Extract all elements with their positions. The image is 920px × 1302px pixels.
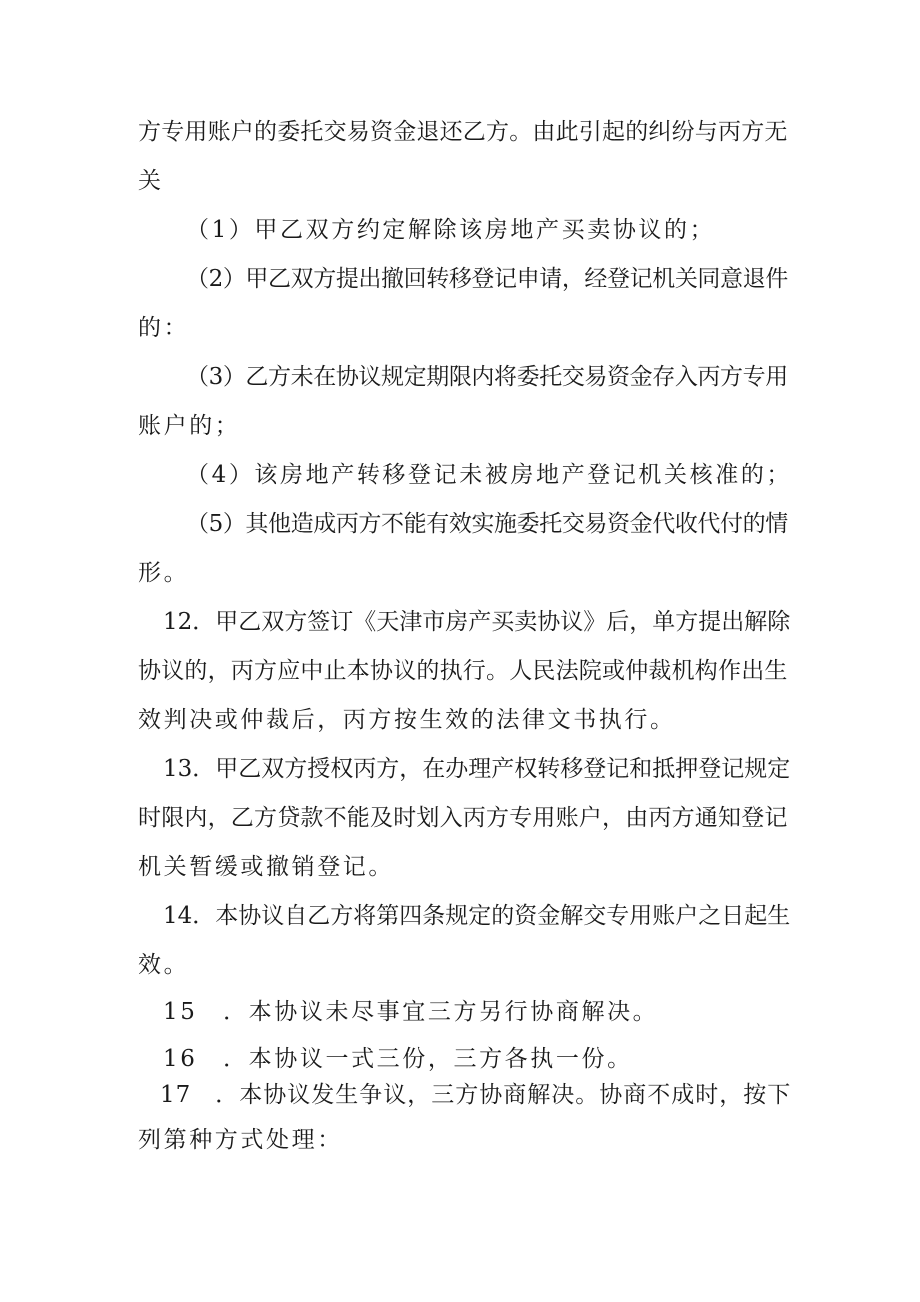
paragraph-line: 协议的，丙方应中止本协议的执行。人民法院或仲裁机构作出生 [138, 658, 788, 684]
clause-17: 17 ．本协议发生争议，三方协商解决。协商不成时，按下 [160, 1082, 792, 1108]
paragraph-line: 账户的； [138, 413, 241, 439]
clause-13: 13．甲乙双方授权丙方，在办理产权转移登记和抵押登记规定 [163, 756, 791, 782]
paragraph-line: 机关暂缓或撤销登记。 [138, 854, 394, 880]
paragraph-line: 关 [138, 168, 164, 194]
paragraph-line: 列第种方式处理： [138, 1127, 343, 1153]
list-item-5: （5）其他造成丙方不能有效实施委托交易资金代收代付的情 [186, 511, 788, 537]
clause-16: 16 ．本协议一式三份，三方各执一份。 [163, 1046, 633, 1072]
paragraph-line: 效判决或仲裁后，丙方按生效的法律文书执行。 [138, 707, 676, 733]
paragraph-line: 形。 [138, 560, 190, 586]
list-item-1: （1）甲乙双方约定解除该房地产买卖协议的； [186, 217, 716, 243]
paragraph-line: 效。 [138, 952, 190, 978]
clause-12: 12．甲乙双方签订《天津市房产买卖协议》后，单方提出解除 [163, 609, 791, 635]
list-item-4: （4）该房地产转移登记未被房地产登记机关核准的； [186, 462, 793, 488]
paragraph-line: 方专用账户的委托交易资金退还乙方。由此引起的纠纷与丙方无 [138, 119, 788, 145]
list-item-3: （3）乙方未在协议规定期限内将委托交易资金存入丙方专用 [186, 364, 788, 390]
list-item-2: （2）甲乙双方提出撤回转移登记申请，经登记机关同意退件 [186, 266, 788, 292]
clause-15: 15 ．本协议未尽事宜三方另行协商解决。 [163, 999, 659, 1025]
paragraph-line: 的： [138, 315, 190, 341]
paragraph-line: 时限内，乙方贷款不能及时划入丙方专用账户，由丙方通知登记 [138, 805, 788, 831]
clause-14: 14．本协议自乙方将第四条规定的资金解交专用账户之日起生 [163, 903, 791, 929]
